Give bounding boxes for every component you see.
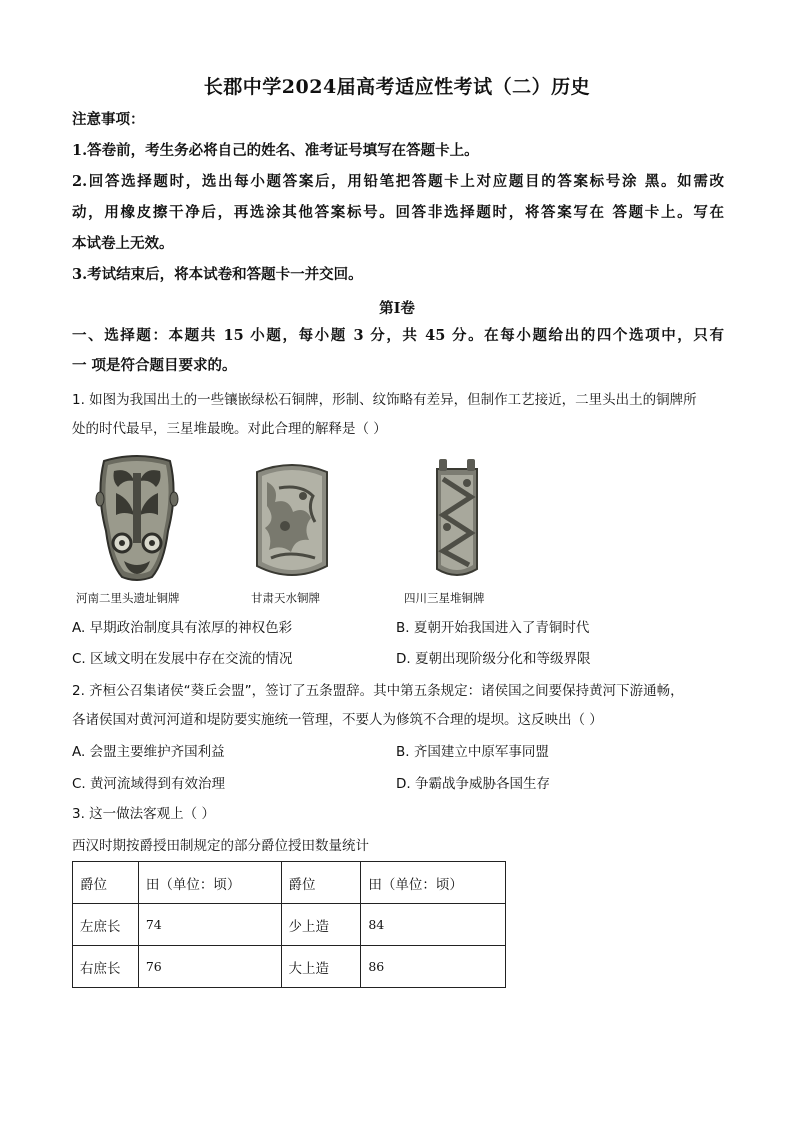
question-2-option-c: C. 黄河流域得到有效治理 — [72, 776, 226, 792]
question-3-stem: 3. 这一做法客观上（ ） — [72, 806, 215, 822]
table-header-cell: 田（单位：顷） — [361, 862, 506, 904]
table-header-cell: 田（单位：顷） — [138, 862, 281, 904]
table-cell: 86 — [361, 946, 506, 988]
rank-land-table — [72, 861, 506, 988]
table-cell: 少上造 — [281, 904, 361, 946]
table-row — [73, 946, 506, 988]
table-cell: 84 — [361, 904, 506, 946]
table-row — [73, 904, 506, 946]
figure-caption-erlitou: 河南二里头遗址铜牌 — [76, 591, 180, 605]
table-cell: 大上造 — [281, 946, 361, 988]
table-cell: 76 — [138, 946, 281, 988]
question-2-option-d: D. 争霸战争威胁各国生存 — [396, 776, 550, 792]
table-header-row — [73, 862, 506, 904]
notice-item-2-end: 本试卷上无效。 — [72, 235, 174, 252]
question-2-stem-cont: 各诸侯国对黄河河道和堤防要实施统一管理，不要人为修筑不合理的堤坝。这反映出（ ） — [72, 712, 603, 728]
notice-heading: 注意事项： — [72, 111, 145, 128]
section-instruction-cont: 一 项是符合题目要求的。 — [72, 357, 237, 374]
table-cell: 74 — [138, 904, 281, 946]
erlitou-bronze-plaque-image — [94, 453, 180, 583]
exam-title: 长郡中学2024届高考适应性考试（二）历史 — [203, 76, 591, 98]
question-1-stem-cont: 处的时代最早，三星堆最晚。对此合理的解释是（ ） — [72, 421, 387, 437]
question-2-stem: 2. 齐桓公召集诸侯“葵丘会盟”，签订了五条盟辞。其中第五条规定：诸侯国之间要保持黄河下游通畅， — [72, 683, 684, 699]
question-1-option-b: B. 夏朝开始我国进入了青铜时代 — [396, 620, 590, 636]
sanxingdui-bronze-plaque-image — [427, 457, 487, 582]
notice-item-2: 2.回答选择题时，选出每小题答案后，用铅笔把答题卡上对应题目的答案标号涂 黑。如需改 — [72, 173, 724, 190]
notice-item-1: 1.答卷前，考生务必将自己的姓名、准考证号填写在答题卡上。 — [72, 142, 479, 159]
volume-title: 第Ⅰ卷 — [379, 300, 415, 317]
table-header-cell: 爵位 — [73, 862, 139, 904]
question-2-option-a: A. 会盟主要维护齐国利益 — [72, 744, 225, 760]
question-2-option-b: B. 齐国建立中原军事同盟 — [396, 744, 549, 760]
question-1-option-d: D. 夏朝出现阶级分化和等级界限 — [396, 651, 591, 667]
table-cell: 左庶长 — [73, 904, 139, 946]
tianshui-bronze-plaque-image — [249, 458, 335, 583]
section-instruction: 一、选择题：本题共 15 小题，每小题 3 分，共 45 分。在每小题给出的四个选项中，只有 — [72, 327, 724, 344]
notice-item-3: 3.考试结束后，将本试卷和答题卡一并交回。 — [72, 266, 363, 283]
figure-caption-tianshui: 甘肃天水铜牌 — [251, 591, 320, 605]
table-header-cell: 爵位 — [281, 862, 361, 904]
table-caption: 西汉时期按爵授田制规定的部分爵位授田数量统计 — [72, 838, 369, 854]
question-1-option-c: C. 区域文明在发展中存在交流的情况 — [72, 651, 293, 667]
figure-caption-sanxingdui: 四川三星堆铜牌 — [404, 591, 485, 605]
notice-item-2-cont: 动，用橡皮擦干净后，再选涂其他答案标号。回答非选择题时，将答案写在 答题卡上。写在 — [72, 204, 724, 221]
table-cell: 右庶长 — [73, 946, 139, 988]
question-1-option-a: A. 早期政治制度具有浓厚的神权色彩 — [72, 620, 293, 636]
question-1-stem: 1. 如图为我国出土的一些镶嵌绿松石铜牌，形制、纹饰略有差异，但制作工艺接近，二里头出土的铜牌所 — [72, 392, 697, 408]
